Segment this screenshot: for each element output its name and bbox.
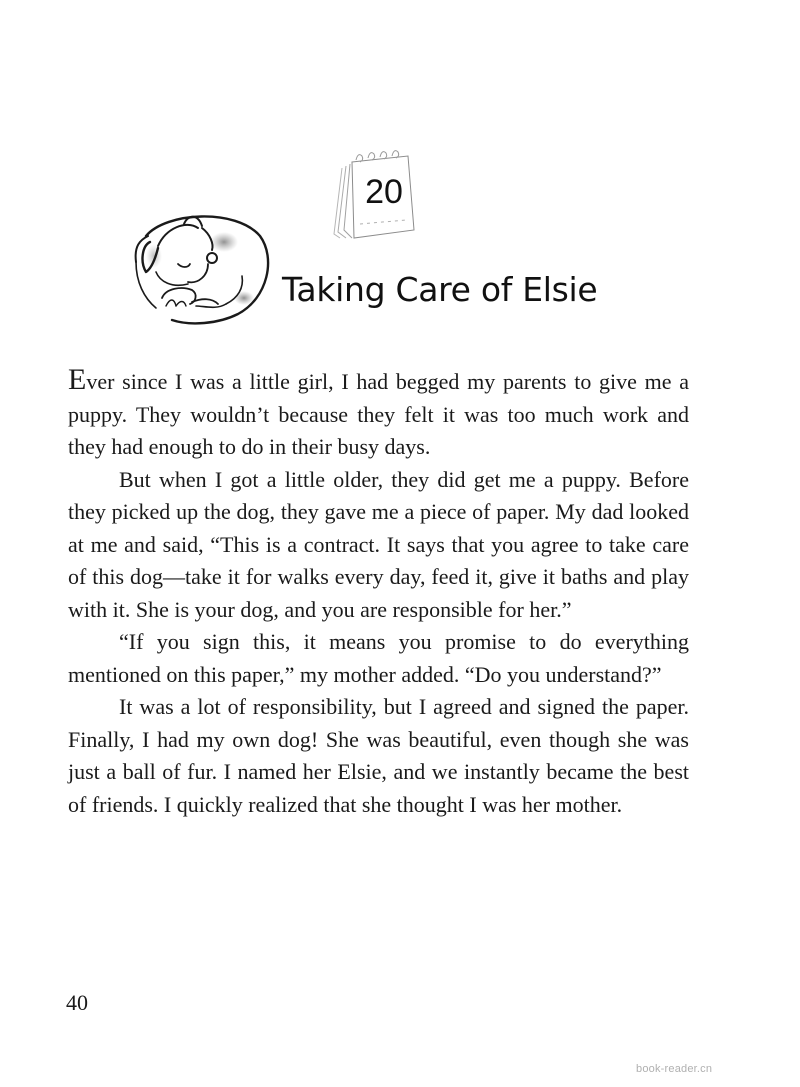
paragraph: But when I got a little older, they did get me a puppy. Before they picked up the dog, they gave me a piece of paper. My dad looked at me and said, “This is a contract. It says that you agree to take care of this dog—take it for walks every day, feed it, give it baths and play with it. She is your dog, and you are responsible for her.” <box>68 466 689 622</box>
paragraph: It was a lot of responsibility, but I agreed and signed the paper. Finally, I had my own dog! She was beautiful, even though she was just a ball of fur. I named her Elsie, and we instantly became the best of friends. I quickly realized that she thought I was her mother. <box>68 694 689 817</box>
drop-cap: E <box>68 363 87 396</box>
sleeping-dog-illustration <box>126 206 274 328</box>
page-number: 40 <box>66 990 88 1015</box>
chapter-title: Taking Care of Elsie <box>282 270 598 309</box>
paragraph: “If you sign this, it means you promise to do everything mentioned on this paper,” my mother added. “Do you understand?” <box>68 629 689 687</box>
chapter-number: 20 <box>365 173 403 211</box>
calendar-icon <box>330 146 420 246</box>
paragraph <box>68 363 689 464</box>
paragraph-text: ver since I was a little girl, I had begged my parents to give me a puppy. They wouldn’t because they felt it was too much work and they had enough to do in their busy days. <box>68 369 689 459</box>
chapter-header <box>0 0 800 340</box>
chapter-body <box>68 363 689 821</box>
watermark: book-reader.cn <box>636 1063 713 1075</box>
